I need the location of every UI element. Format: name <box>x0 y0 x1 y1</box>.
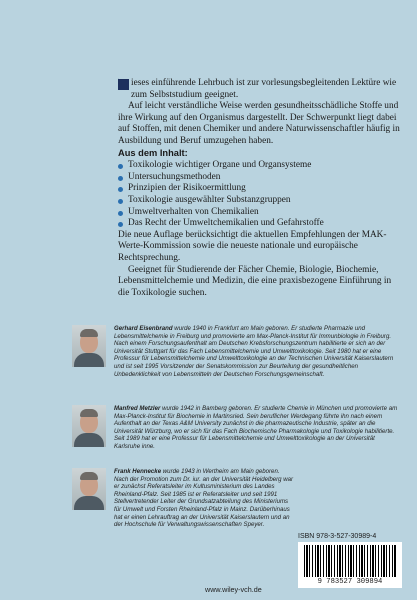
isbn-label: ISBN 978-3-527-30989-4 <box>298 533 377 540</box>
author-bio <box>114 468 294 529</box>
author-bio <box>114 325 402 378</box>
bullet-icon <box>118 211 123 216</box>
contents-item: Umweltverhalten von Chemikalien <box>118 207 402 219</box>
author-name: Frank Hennecke <box>114 468 162 475</box>
author-photo <box>72 468 106 510</box>
closing-paragraph-1: Die neue Auflage berücksichtigt die aktuellen Empfehlungen der MAK-Werte-Kommission sowie die neueste nationale und europäische Rechtsprechung. <box>118 229 387 263</box>
author-name: Gerhard Eisenbrand <box>114 325 173 332</box>
barcode-bars <box>304 545 396 577</box>
contents-item: Prinzipien der Risikoermittlung <box>118 183 402 195</box>
intro-text-1: ieses einführende Lehrbuch ist zur vorlesungsbegleitenden Lektüre wie zum Selbststudium geeignet. <box>131 78 397 100</box>
author-bio-text: wurde 1943 in Wertheim am Main geboren. Nach der Promotion zum Dr. iur. an der Universität Heidelberg war er zunächst Referatsleiter im Kultusministerium des Landes Rheinland-Pfalz. Seit 1985 ist er Referatsleiter und seit 1991 Stellvertretender Leiter der Grundsatzabteilung des Ministeriums für Umwelt und Forsten Rheinland-Pfalz in Mainz. Darüberhinaus hat er einen Lehrauftrag an der Universität Kaiserslautern und an der Hochschule für Verwaltungswissenschaften Speyer. <box>114 468 294 529</box>
blurb <box>118 78 402 299</box>
author-name: Manfred Metzler <box>114 405 161 412</box>
author-photo <box>72 325 106 367</box>
author-photo <box>72 405 106 447</box>
contents-heading: Aus dem Inhalt: <box>118 147 188 158</box>
barcode <box>298 542 402 588</box>
dropcap: D <box>118 79 129 90</box>
closing-paragraph-2: Geeignet für Studierende der Fächer Chemie, Biologie, Biochemie, Lebensmittelchemie und Medizin, die eine praxisbezogene Einführung in die Toxikologie suchen. <box>118 264 392 298</box>
author-bio <box>114 405 402 451</box>
bullet-icon <box>118 176 123 181</box>
author-bio-text: wurde 1942 in Bamberg geboren. Er studierte Chemie in München und promovierte am Max-Planck-Institut für Biochemie in Martinsried. Sein beruflicher Werdegang führte ihn nach einem Aufenthalt an der Texas A&M University zunächst in die pharmazeutische Industrie, später an die Universität Würzburg, wo er sich für das Fach Biochemische Pharmakologie und Toxikologie habilitierte. Seit 1989 hat er eine Professur für Lebensmittelchemie und Umwelttoxikologie an der Universität Karlsruhe inne. <box>114 405 398 450</box>
intro-paragraph-2: Auf leicht verständliche Weise werden gesundheitsschädliche Stoffe und ihre Wirkung auf den Organismus dargestellt. Der Schwerpunkt liegt dabei auf Stoffen, mit denen Chemiker und andere Naturwissenschaftler häufig in Ausbildung und Beruf umzugehen haben. <box>118 101 400 146</box>
intro-paragraph-1 <box>118 78 402 101</box>
contents-item: Toxikologie ausgewählter Substanzgruppen <box>118 195 402 207</box>
contents-item: Untersuchungsmethoden <box>118 172 402 184</box>
bullet-icon <box>118 187 123 192</box>
contents-list <box>118 160 402 230</box>
bullet-icon <box>118 199 123 204</box>
bullet-icon <box>118 164 123 169</box>
author-bio-text: wurde 1940 in Frankfurt am Main geboren. Er studierte Pharmazie und Lebensmittelchemie in Freiburg und promovierte am Max-Planck-Institut für Immunbiologie in Freiburg. Nach einem Forschungsaufenthalt am Deutschen Krebsforschungszentrum habilitierte er sich an der Universität Stuttgart für das Fach Lebensmittelchemie und Umwelttoxikologie. Seit 1980 hat er eine Professur für Lebensmittelchemie und Umwelttoxikologie an der Technischen Universität Kaiserslautern und ist seit 1995 Vorsitzender der Senatskommission zur Beurteilung der gesundheitlichen Unbedenklichkeit von Lebensmitteln der Deutschen Forschungsgemeinschaft. <box>114 325 394 378</box>
contents-item: Toxikologie wichtiger Organe und Organsysteme <box>118 160 402 172</box>
barcode-digits: 9 783527 309894 <box>317 578 383 586</box>
publisher-url: www.wiley-vch.de <box>205 585 262 594</box>
contents-item: Das Recht der Umweltchemikalien und Gefahrstoffe <box>118 218 402 230</box>
bullet-icon <box>118 222 123 227</box>
